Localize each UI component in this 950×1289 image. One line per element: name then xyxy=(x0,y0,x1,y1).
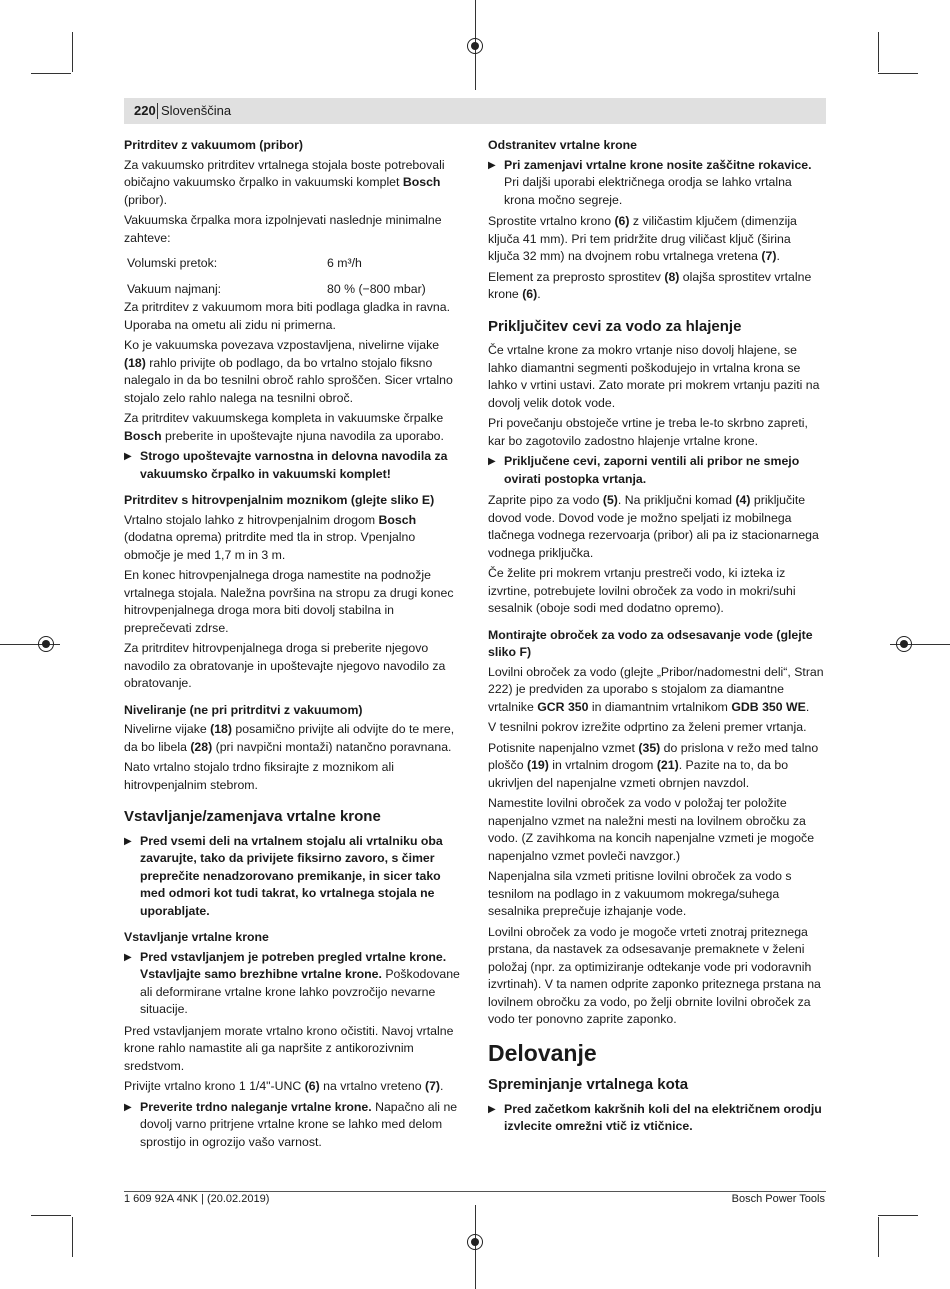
bold-text: Priključene cevi, zaporni ventili ali pribor ne smejo ovirati postopka vrtanja. xyxy=(504,454,800,486)
bullet-text xyxy=(504,157,825,210)
text-run: Za pritrditev vakuumskega kompleta in vakuumske črpalke xyxy=(124,411,444,425)
bold-text: Strogo upoštevajte varnostna in delovna navodila za vakuumsko črpalko in vakuumski komplet! xyxy=(140,449,448,481)
bold-text: (6) xyxy=(522,287,538,301)
paragraph xyxy=(488,415,825,450)
crop-mark xyxy=(878,73,918,74)
crop-mark xyxy=(878,1217,879,1257)
text-run: do prislona v režo med talno ploščo xyxy=(488,740,819,772)
bold-text: Preverite trdno naleganje vrtalne krone. xyxy=(140,1099,372,1114)
spec-value: 6 m³/h xyxy=(327,256,362,270)
paragraph xyxy=(488,565,825,618)
bold-text: Pred začetkom kakršnih koli del na električnem orodju izvlecite omrežni vtič iz vtičnice. xyxy=(504,1101,822,1133)
bold-text: Pred vstavljanjem je potreben pregled vrtalne krone. Vstavljajte samo brezhibne vrtalne krone. xyxy=(140,949,447,981)
bold-text: Pred vsemi deli na vrtalnem stojalu ali vrtalniku oba zavarujte, tako da privijete fiksirno zavoro, s čimer preprečite nenadzorovano premikanje, in sicer tako med odmori kot tudi takrat, ko vrtalnega stojala ne uporabljate. xyxy=(140,833,443,918)
footer-divider xyxy=(124,1191,826,1192)
text-run: Če vrtalne krone za mokro vrtanje niso dovolj hlajene, se lahko diamantni segmenti poškodujejo in vrtalna krona se lahko v vrtini ustavi. Zato morate pri mokrem vrtanju paziti na dovolj velik dotok vode. xyxy=(488,343,820,410)
paragraph xyxy=(488,924,825,1029)
text-run: preberite in upoštevajte njuna navodila za uporabo. xyxy=(161,428,444,443)
paragraph xyxy=(488,740,825,793)
text-run: priključite dovod vode. Dovod vode je možno speljati iz mobilnega tlačnega vodnega rezervoarja (pribor) ali pa iz stacionarnega vodnega priključka. xyxy=(488,493,819,560)
warning-bullet xyxy=(124,1099,461,1152)
paragraph xyxy=(124,157,461,210)
text-run: rahlo privijte ob podlago, da bo vrtalno stojalo fiksno nalegalo in da bo tesnilni obroč rahlo sproščen. Sicer vrtalno stojalo zelo rahlo nalega na tesnilni obroč. xyxy=(124,355,453,405)
bold-text: (7) xyxy=(761,249,777,263)
bullet-triangle-icon: ▶ xyxy=(124,835,132,847)
bold-text: (18) xyxy=(210,722,232,736)
text-run: Privijte vrtalno krono 1 1/4"-UNC xyxy=(124,1079,305,1093)
crop-mark xyxy=(31,1215,71,1216)
section-heading: Spreminjanje vrtalnega kota xyxy=(488,1076,689,1093)
text-run: in vrtalnim drogom xyxy=(548,758,657,772)
text-run: Poškodovane ali deformirane vrtalne krone lahko povzročijo nevarne situacije. xyxy=(140,967,460,1016)
bullet-text xyxy=(140,949,461,1019)
text-run: En konec hitrovpenjalnega droga namestite na podnožje vrtalnega stojala. Naležna površina na stropu za drugi konec hitrovpenjalnega droga mora biti dovolj stabilna in preprečevati zdrse. xyxy=(124,568,454,635)
text-run: Potisnite napenjalno vzmet xyxy=(488,740,639,755)
page-header xyxy=(124,98,826,124)
text-run: in diamantnim vrtalnikom xyxy=(588,699,732,714)
paragraph xyxy=(124,212,461,247)
warning-bullet xyxy=(488,453,825,488)
crop-mark xyxy=(31,73,71,74)
footer-document-id: 1 609 92A 4NK | (20.02.2019) xyxy=(124,1193,270,1205)
text-run: olajša sprostitev vrtalne krone xyxy=(488,269,812,301)
bold-text: (7) xyxy=(425,1079,441,1093)
section-heading: Priključitev cevi za vodo za hlajenje xyxy=(488,317,742,335)
bullet-triangle-icon: ▶ xyxy=(124,451,132,462)
paragraph xyxy=(124,299,461,334)
paragraph xyxy=(124,410,461,445)
bold-text: Bosch xyxy=(402,175,441,189)
subsection-heading: Odstranitev vrtalne krone xyxy=(488,138,637,152)
left-column xyxy=(124,137,461,1155)
text-run: na vrtalno vreteno xyxy=(319,1079,425,1093)
warning-bullet xyxy=(124,949,461,1019)
bold-text: (18) xyxy=(124,355,146,370)
text-run: Za vakuumsko pritrditev vrtalnega stojala boste potrebovali običajno vakuumsko črpalko in vakuumski komplet xyxy=(124,157,445,189)
text-run: Element za preprosto sprostitev xyxy=(488,269,665,284)
paragraph xyxy=(488,213,825,266)
bold-text: GDB 350 WE xyxy=(731,699,806,714)
bullet-triangle-icon: ▶ xyxy=(124,951,132,963)
text-run: Vrtalno stojalo lahko z hitrovpenjalnim drogom xyxy=(124,512,379,527)
bold-text: (21) xyxy=(656,758,679,772)
text-run: Napačno ali ne dovolj varno pritrjene vrtalne krone se lahko med delom sprostijo in ogrozijo vašo varnost. xyxy=(140,1099,458,1149)
bullet-triangle-icon: ▶ xyxy=(124,1101,132,1113)
text-run: Sprostite vrtalno krono xyxy=(488,214,615,228)
bold-text: (5) xyxy=(602,493,618,507)
footer-brand: Bosch Power Tools xyxy=(731,1193,825,1205)
bold-text: (8) xyxy=(664,269,680,284)
header-language: Slovenščina xyxy=(161,103,232,118)
text-run: . Na priključni komad xyxy=(617,493,736,507)
text-run: Za pritrditev hitrovpenjalnega droga si preberite njegovo navodilo za obratovanje in upoštevajte njegovo navodilo za obratovanje. xyxy=(124,641,446,690)
bullet-text xyxy=(140,448,461,483)
bullet-triangle-icon: ▶ xyxy=(488,159,496,171)
registration-mark-icon xyxy=(38,636,54,652)
bullet-text xyxy=(504,1101,825,1136)
crop-mark xyxy=(878,32,879,72)
bold-text: GCR 350 xyxy=(537,699,589,714)
text-run: Zaprite pipo za vodo xyxy=(488,493,603,507)
bold-text: (6) xyxy=(614,214,630,228)
paragraph xyxy=(488,269,825,304)
text-run: . xyxy=(776,249,780,263)
subsection-heading: Pritrditev s hitrovpenjalnim moznikom (glejte sliko E) xyxy=(124,493,435,507)
crop-mark xyxy=(72,32,73,72)
paragraph xyxy=(488,664,825,717)
paragraph xyxy=(488,492,825,562)
text-run: posamično privijte ali odvijte do te mere, da bo libela xyxy=(124,722,455,754)
paragraph xyxy=(124,1078,461,1096)
paragraph xyxy=(124,640,461,693)
text-run: (pri navpični montaži) natančno poravnana. xyxy=(212,739,452,754)
spec-value: 80 % (−800 mbar) xyxy=(327,281,426,296)
header-divider xyxy=(157,103,158,119)
paragraph xyxy=(488,795,825,865)
text-run: Vakuumska črpalka mora izpolnjevati naslednje minimalne zahteve: xyxy=(124,213,442,245)
text-run: Nivelirne vijake xyxy=(124,722,211,736)
paragraph xyxy=(124,721,461,756)
paragraph xyxy=(124,567,461,637)
right-column xyxy=(488,137,825,1140)
registration-mark-icon xyxy=(896,636,912,652)
text-run: Napenjalna sila vzmeti pritisne lovilni obroček za vodo s tesnilom na podlago in z vakuumom mokrega/suhega sesalnika preprečuje izhajanje vode. xyxy=(488,869,792,918)
paragraph xyxy=(124,759,461,794)
chapter-heading: Delovanje xyxy=(488,1039,597,1066)
spec-label: Vakuum najmanj: xyxy=(127,281,222,296)
registration-mark-icon xyxy=(467,1234,483,1250)
spec-label: Volumski pretok: xyxy=(127,256,218,270)
text-run: . xyxy=(537,287,541,301)
registration-mark-icon xyxy=(467,38,483,54)
section-heading: Vstavljanje/zamenjava vrtalne krone xyxy=(124,808,381,825)
text-run: . Pazite na to, da bo ukrivljen del napenjalne vzmeti obrnjen navzdol. xyxy=(488,758,789,790)
text-run: Za pritrditev z vakuumom mora biti podlaga gladka in ravna. Uporaba na ometu ali zidu ni primerna. xyxy=(124,300,451,332)
warning-bullet xyxy=(124,448,461,483)
text-run: V tesnilni pokrov izrežite odprtino za želeni premer vrtanja. xyxy=(488,720,807,734)
bullet-text xyxy=(140,833,461,921)
subsection-heading: Vstavljanje vrtalne krone xyxy=(124,930,269,944)
crop-mark xyxy=(878,1215,918,1216)
warning-bullet xyxy=(488,157,825,210)
paragraph xyxy=(124,337,461,407)
text-run: . xyxy=(805,699,810,714)
bullet-text xyxy=(504,453,825,488)
bold-text: Bosch xyxy=(124,428,162,443)
text-run: Namestite lovilni obroček za vodo v položaj ter položite napenjalno vzmet na naležni mesti na lovilnem obročku za vodo. (Z zavihkoma na koncih napenjalne vzmeti je mogoče napenjalno vzmet povleči navzgor.) xyxy=(488,796,815,863)
paragraph xyxy=(488,868,825,921)
text-run: z viličastim ključem (dimenzija ključa 41 mm). Pri tem pridržite drug viličast ključ (širina ključa 32 mm) na dvojnem robu vrtalnega vretena xyxy=(488,214,797,263)
bullet-triangle-icon: ▶ xyxy=(488,1103,496,1115)
paragraph xyxy=(124,512,461,565)
subsection-heading: Pritrditev z vakuumom (pribor) xyxy=(124,138,304,152)
text-run: Lovilni obroček za vodo je mogoče vrteti znotraj priteznega prstana, da nastavek za odsesavanje premaknete v želeni položaj (npr. za optimiziranje odtekanje vode pri vodoravnih izvrtinah). V ta namen odprite zaponko priteznega prstana na lovilnem obročku za vodo, po želji obrnite lovilni obroček za vodo ter ponovno zaprite zaponko. xyxy=(488,924,821,1026)
warning-bullet xyxy=(488,1101,825,1136)
bold-text: (19) xyxy=(526,758,549,772)
text-run: Nato vrtalno stojalo trdno fiksirajte z moznikom ali hitrovpenjalnim stebrom. xyxy=(124,760,394,792)
bold-text: (28) xyxy=(190,739,213,754)
text-run: Pri daljši uporabi električnega orodja se lahko vrtalna krona močno segreje. xyxy=(504,175,792,207)
text-run: . xyxy=(440,1079,444,1093)
text-run: Lovilni obroček za vodo (glejte „Pribor/nadomestni deli“, Stran 222) je predviden za uporabo s stojalom za diamantne vrtalnike xyxy=(488,664,824,714)
warning-bullet xyxy=(124,833,461,921)
subsection-heading: Montirajte obroček za vodo za odsesavanje vode (glejte sliko F) xyxy=(488,627,813,659)
bold-text: (35) xyxy=(638,740,661,755)
text-run: (pribor). xyxy=(124,192,168,207)
subsection-heading: Niveliranje (ne pri pritrditvi z vakuumom) xyxy=(124,702,363,717)
text-run: (dodatna oprema) pritrdite med tla in strop. Vpenjalno območje je med 1,7 m in 3 m. xyxy=(124,530,416,562)
spec-row xyxy=(127,281,461,299)
crop-mark xyxy=(72,1217,73,1257)
page-number: 220 xyxy=(134,103,156,118)
text-run: Pred vstavljanjem morate vrtalno krono očistiti. Navoj vrtalne krone rahlo namastite ali ga napršite z antikorozivnim sredstvom. xyxy=(124,1023,454,1073)
bold-text: (4) xyxy=(735,493,751,507)
paragraph xyxy=(488,719,825,737)
paragraph xyxy=(124,1023,461,1076)
text-run: Pri povečanju obstoječe vrtine je treba le-to skrbno zapreti, kar bo zagotovilo zadostno hlajenje vrtalne krone. xyxy=(488,416,808,448)
text-run: Če želite pri mokrem vrtanju prestreči vodo, ki izteka iz izvrtine, potrebujete lovilni obroček za vodo in mokri/suhi sesalnik (oboje sodi med dodatno opremo). xyxy=(488,566,796,615)
bold-text: Bosch xyxy=(378,512,417,527)
bullet-text xyxy=(140,1099,461,1152)
text-run: Ko je vakuumska povezava vzpostavljena, nivelirne vijake xyxy=(124,338,440,352)
bold-text: Pri zamenjavi vrtalne krone nosite zaščitne rokavice. xyxy=(504,157,812,172)
bold-text: (6) xyxy=(304,1079,320,1093)
spec-row xyxy=(127,255,461,273)
bullet-triangle-icon: ▶ xyxy=(488,456,496,467)
paragraph xyxy=(488,342,825,412)
